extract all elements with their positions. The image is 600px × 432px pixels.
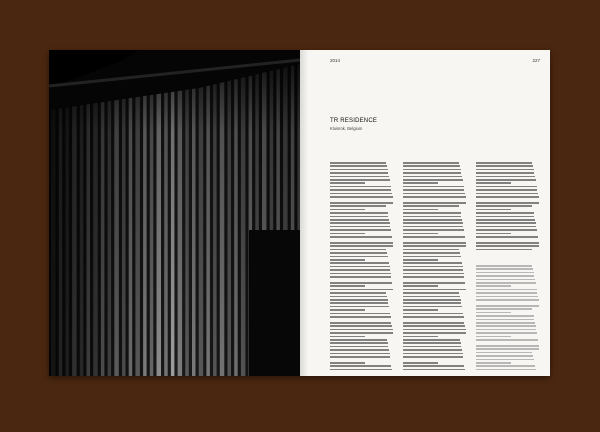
text-line [403,182,438,184]
text-line [476,222,536,224]
text-line [403,242,466,244]
text-line [403,306,462,308]
text-line [330,365,391,367]
text-line [403,362,438,364]
text-line [476,205,532,207]
text-line [476,299,539,301]
text-line [476,336,511,338]
text-line [330,332,393,334]
text-line [403,216,461,218]
text-line [403,205,459,207]
text-line [476,289,537,291]
text-line [330,273,391,275]
text-line [330,266,390,268]
text-line [330,176,389,178]
text-line [330,329,393,331]
text-line [476,265,532,267]
text-line [403,292,459,294]
magazine-spread [49,50,550,376]
text-line [330,256,388,258]
text-line [330,233,365,235]
text-line [330,356,390,358]
text-line [476,242,539,244]
text-line [330,245,393,247]
text-line [403,266,463,268]
text-line [403,346,461,348]
text-line [403,325,465,327]
text-line [403,196,466,198]
text-line [403,339,460,341]
text-line [476,362,511,364]
text-line [403,302,461,304]
text-line [476,165,533,167]
text-line [476,296,538,298]
text-line [330,172,388,174]
text-line [403,329,466,331]
text-line [476,279,535,281]
text-line [330,325,392,327]
text-line [330,216,388,218]
text-line [330,296,387,298]
text-line [330,299,388,301]
text-line [330,169,388,171]
text-line [330,292,386,294]
text-line [476,355,533,357]
text-line [403,342,461,344]
text-line [476,268,533,270]
text-line [330,242,393,244]
text-line [476,189,537,191]
text-line [330,369,392,371]
text-line [403,165,460,167]
slatted-facade-photo [49,50,300,376]
text-line [476,229,537,231]
text-line [403,356,463,358]
text-page [300,50,550,376]
text-line [403,282,465,284]
text-line [403,313,463,315]
text-line [403,332,466,334]
body-text-columns [300,50,550,376]
text-line [476,322,535,324]
text-line [403,369,465,371]
text-line [330,313,390,315]
text-line [476,169,534,171]
text-line [476,236,538,238]
text-line [403,309,438,311]
text-line [403,316,464,318]
text-line [330,339,387,341]
text-line [476,352,532,354]
text-line [330,336,365,338]
text-line [403,245,466,247]
text-line [330,282,392,284]
text-line [403,162,459,164]
text-line [330,209,365,211]
page-number-left: 2014 [330,58,341,63]
text-line [330,249,386,251]
text-line [330,309,365,311]
text-line [476,186,537,188]
text-line [476,249,532,251]
text-line [476,162,532,164]
text-line [330,162,386,164]
text-line [403,349,462,351]
text-line [330,226,390,228]
text-line [403,193,465,195]
text-line [403,249,459,251]
text-line [403,212,461,214]
text-line [476,176,535,178]
text-line [476,325,536,327]
text-line [330,289,393,291]
text-line [476,365,535,367]
text-line [403,262,462,264]
text-line [476,332,537,334]
text-line [403,285,438,287]
text-line [476,275,534,277]
text-line [403,226,463,228]
text-line [403,229,464,231]
text-line [476,245,539,247]
text-line [330,189,391,191]
text-line [403,259,438,261]
text-line [330,349,389,351]
text-line [330,342,388,344]
text-line [476,182,511,184]
text-line [476,209,511,211]
text-line [403,276,464,278]
text-line [330,316,391,318]
text-line [403,353,463,355]
text-line [403,236,465,238]
text-line [403,176,462,178]
text-line [403,186,464,188]
text-line [330,322,391,324]
text-line [403,289,466,291]
text-line [330,229,391,231]
text-line [330,212,388,214]
text-line [330,346,388,348]
text-line [476,292,537,294]
text-line [330,182,365,184]
text-line [476,282,536,284]
text-line [403,252,460,254]
text-line [330,302,388,304]
text-line [476,359,534,361]
text-line [403,172,461,174]
text-line [403,209,438,211]
text-line [403,365,464,367]
text-line [330,252,387,254]
text-line [476,305,539,307]
text-line [403,233,438,235]
text-line [330,202,393,204]
text-line [403,256,461,258]
text-line [403,269,463,271]
text-line [476,348,539,350]
text-line [476,339,538,341]
text-line [476,315,534,317]
text-line [330,196,393,198]
text-line [330,269,390,271]
text-line [476,329,536,331]
text-line [403,299,461,301]
text-line [476,216,534,218]
text-line [330,193,392,195]
text-line [476,345,539,347]
text-line [476,308,532,310]
text-line [476,212,534,214]
text-line [403,322,464,324]
text-line [403,336,438,338]
text-line [330,219,389,221]
text-line [330,165,387,167]
text-line [330,179,390,181]
text-line [476,312,511,314]
project-location: Kluisrok, Belgium [330,126,363,131]
text-line [403,179,463,181]
text-line [403,189,464,191]
text-line [476,369,536,371]
text-line [403,296,460,298]
text-line [330,259,365,261]
text-line [330,262,389,264]
page-number-right: 227 [532,58,540,63]
text-line [476,196,539,198]
text-line [403,273,464,275]
text-line [476,172,534,174]
text-line [403,202,466,204]
text-line [330,353,390,355]
text-line [403,222,463,224]
text-line [330,285,365,287]
text-line [476,193,538,195]
text-line [330,205,386,207]
text-line [330,222,390,224]
text-line [476,233,511,235]
text-line [476,226,536,228]
text-line [476,202,539,204]
project-title: TR RESIDENCE [330,118,378,124]
text-line [330,236,392,238]
text-line [330,306,389,308]
text-line [330,276,391,278]
text-line [403,169,461,171]
text-line [330,186,391,188]
text-line [476,272,534,274]
photo-panel [49,50,300,376]
text-line [403,219,462,221]
text-line [476,285,511,287]
text-line [476,319,534,321]
text-line [476,219,535,221]
text-line [476,179,536,181]
text-line [330,362,365,364]
